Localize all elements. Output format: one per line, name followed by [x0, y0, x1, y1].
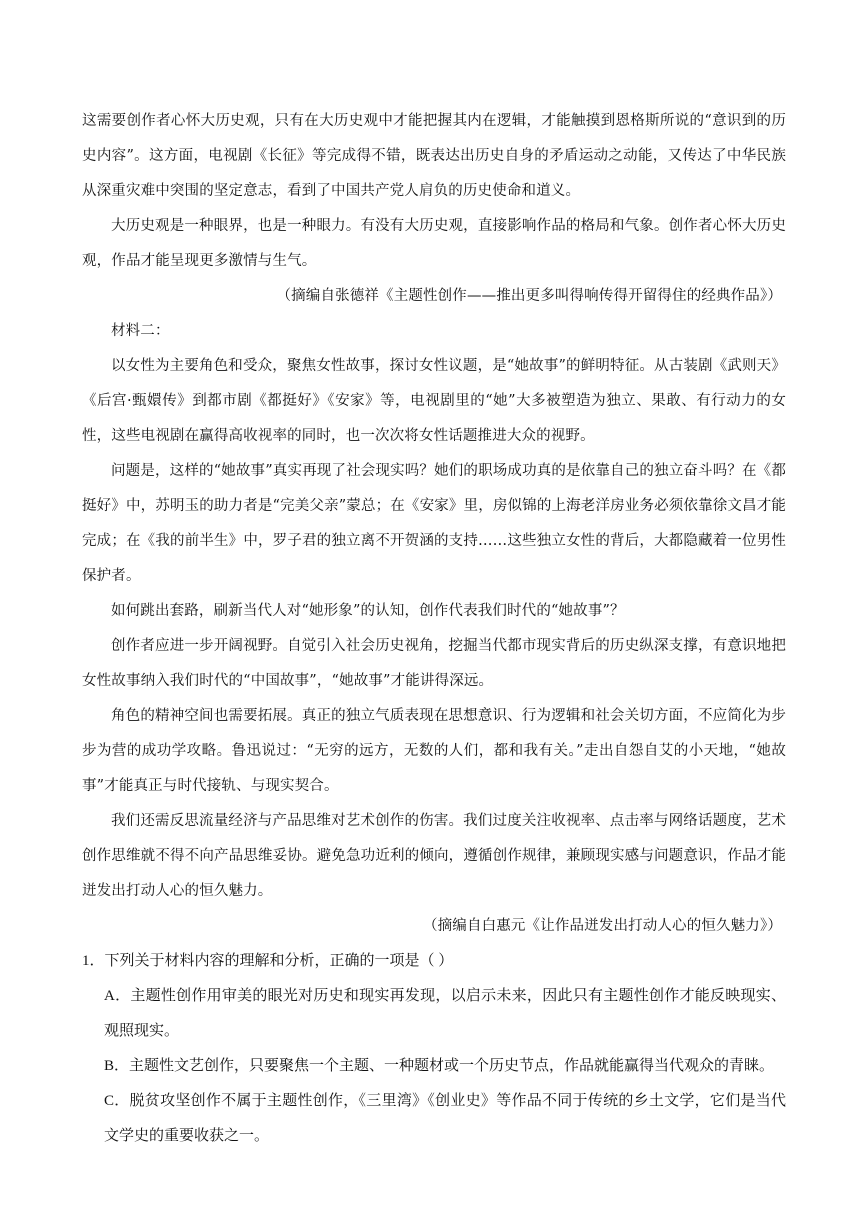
answer-option-a[interactable]: A．主题性创作用审美的眼光对历史和现实再发现，以启示未来，因此只有主题性创作才能反映现实、观照现实。	[104, 988, 786, 1039]
material-label: 材料二：	[111, 323, 170, 339]
body-paragraph: 角色的精神空间也需要拓展。真正的独立气质表现在思想意识、行为逻辑和社会关切方面，不应简化为步步为营的成功学攻略。鲁迅说过：“无穷的远方，无数的人们，都和我有关。”走出自怨自艾的小天地，“她故事”才能真正与时代接轨、与现实契合。	[82, 708, 786, 794]
answer-option-b[interactable]: B．主题性文艺创作，只要聚焦一个主题、一种题材或一个历史节点，作品就能赢得当代观众的青睐。	[104, 1058, 775, 1074]
answer-option-c[interactable]: C．脱贫攻坚创作不属于主题性创作，《三里湾》《创业史》等作品不同于传统的乡土文学，它们是当代文学史的重要收获之一。	[104, 1093, 786, 1144]
body-paragraph: 问题是，这样的“她故事”真实再现了社会现实吗？她们的职场成功真的是依靠自己的独立奋斗吗？在《都挺好》中，苏明玉的助力者是“完美父亲”蒙总；在《安家》里，房似锦的上海老洋房业务必须依靠徐文昌才能完成；在《我的前半生》中，罗子君的独立离不开贺涵的支持……这些独立女性的背后，大都隐藏着一位男性保护者。	[82, 463, 786, 584]
citation-source: （摘编自张德祥《主题性创作——推出更多叫得响传得开留得住的经典作品》）	[276, 288, 782, 304]
body-paragraph: 以女性为主要角色和受众，聚焦女性故事，探讨女性议题，是“她故事”的鲜明特征。从古装剧《武则天》《后宫·甄嬛传》到都市剧《都挺好》《安家》等，电视剧里的“她”大多被塑造为独立、果敢、有行动力的女性，这些电视剧在赢得高收视率的同时，也一次次将女性话题推进大众的视野。	[82, 358, 786, 444]
body-paragraph: 我们还需反思流量经济与产品思维对艺术创作的伤害。我们过度关注收视率、点击率与网络话题度，艺术创作思维就不得不向产品思维妥协。避免急功近利的倾向，遵循创作规律，兼顾现实感与问题意识，作品才能迸发出打动人心的恒久魅力。	[82, 813, 786, 899]
body-paragraph: 这需要创作者心怀大历史观，只有在大历史观中才能把握其内在逻辑，才能触摸到恩格斯所说的“意识到的历史内容”。这方面，电视剧《长征》等完成得不错，既表达出历史自身的矛盾运动之动能，又传达了中华民族从深重灾难中突围的坚定意志，看到了中国共产党人肩负的历史使命和道义。	[82, 113, 786, 199]
body-paragraph: 大历史观是一种眼界，也是一种眼力。有没有大历史观，直接影响作品的格局和气象。创作者心怀大历史观，作品才能呈现更多激情与生气。	[82, 218, 786, 269]
question-stem: 1．下列关于材料内容的理解和分析，正确的一项是（ ）	[82, 953, 454, 969]
body-paragraph: 如何跳出套路，刷新当代人对“她形象”的认知，创作代表我们时代的“她故事”？	[111, 603, 625, 619]
body-paragraph: 创作者应进一步开阔视野。自觉引入社会历史视角，挖掘当代都市现实背后的历史纵深支撑，有意识地把女性故事纳入我们时代的“中国故事”，“她故事”才能讲得深远。	[82, 638, 786, 689]
citation-source: （摘编自白惠元《让作品迸发出打动人心的恒久魅力》）	[423, 918, 782, 934]
